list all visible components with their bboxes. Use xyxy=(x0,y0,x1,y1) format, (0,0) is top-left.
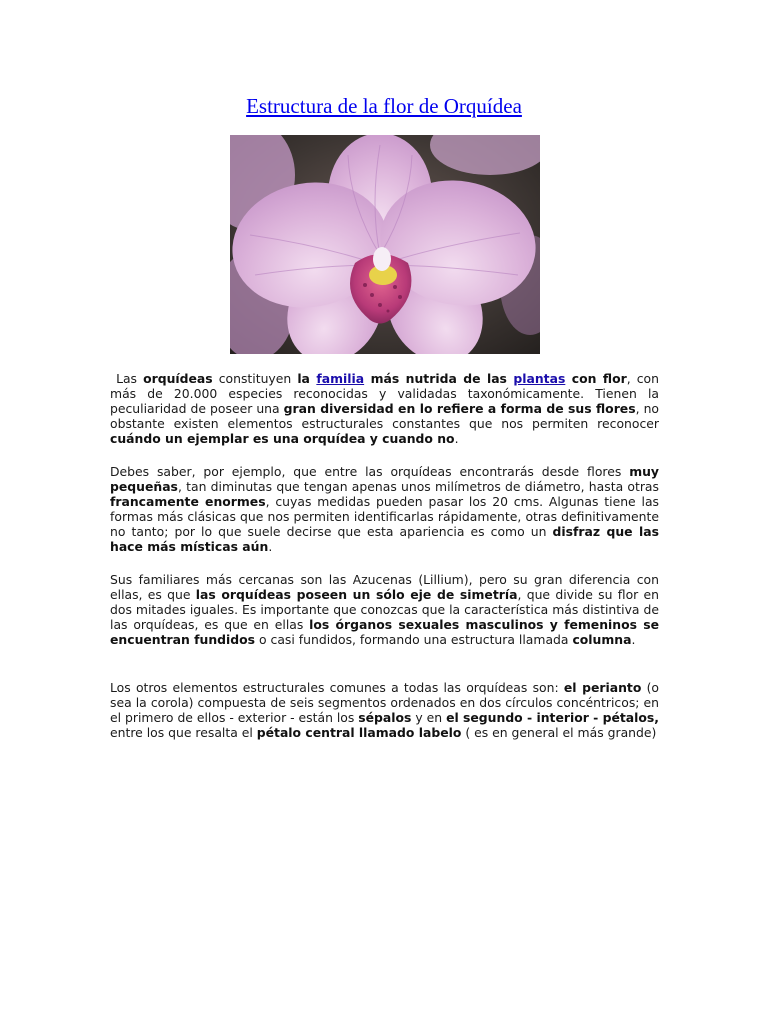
bold-text xyxy=(316,371,364,386)
bold-text: más nutrida de las xyxy=(364,371,514,386)
paragraph-symmetry: Sus familiares más cercanas son las Azucenas (Lillium), pero su gran diferencia con ellas, es que las orquídeas poseen un sólo eje de simetría, que divide su flor en dos mitades iguales. Es importante que conozcas que la característica más distintiva de las orquídeas, es que en ellas los órganos sexuales masculinos y femeninos se encuentran fundidos o casi fundidos, formando una estructura llamada columna. xyxy=(110,572,659,648)
bold-text xyxy=(513,371,565,386)
page-title xyxy=(0,93,768,119)
orchid-photo xyxy=(230,135,540,354)
bold-text: el perianto xyxy=(563,680,642,695)
paragraph-sizes: Debes saber, por ejemplo, que entre las orquídeas encontrarás desde flores muy pequeñas, tan diminutas que tengan apenas unos milímetros de diámetro, hasta otras francamente enormes, cuyas medidas pueden pasar los 20 cms. Algunas tiene las formas más clásicas que nos permiten identificarlas rápidamente, otras definitivamente no tanto; por lo que suele decirse que esta apariencia es como un disfraz que las hace más místicas aún. xyxy=(110,464,660,555)
paragraph-structure: Los otros elementos estructurales comunes a todas las orquídeas son: el perianto (o sea la corola) compuesta de seis segmentos ordenados en dos círculos concéntricos; en el primero de ellos - exterior - están los sépalos y en el segundo - interior - pétalos, entre los que resalta el pétalo central llamado labelo ( es en general el más grande) xyxy=(110,680,660,741)
bold-text: con flor xyxy=(565,371,627,386)
bold-text: gran diversidad en lo refiere a forma de sus flores xyxy=(283,401,636,417)
link-plantas[interactable]: plantas xyxy=(513,371,566,386)
bold-text: columna xyxy=(572,632,632,648)
bold-text: disfraz que las hace más místicas aún xyxy=(110,524,660,555)
orchid-flower-icon xyxy=(230,135,540,354)
bold-text: la xyxy=(297,371,317,386)
bold-text: el segundo - interior - pétalos, xyxy=(446,710,660,726)
bold-text: pétalo central llamado labelo xyxy=(256,725,462,741)
bold-text: cuándo un ejemplar es una orquídea y cuando no xyxy=(110,431,455,447)
bold-text: sépalos xyxy=(358,710,412,726)
bold-text: muy pequeñas xyxy=(110,464,659,495)
bold-text: francamente enormes xyxy=(110,494,266,510)
bold-text: las orquídeas poseen un sólo eje de simetría xyxy=(195,587,518,603)
title-link[interactable]: Estructura de la flor de Orquídea xyxy=(246,94,522,118)
bold-text: los órganos sexuales masculinos y femeninos se encuentran fundidos xyxy=(110,617,659,648)
link-familia[interactable]: familia xyxy=(316,371,365,386)
bold-text: orquídeas xyxy=(143,371,213,386)
paragraph-intro: Las orquídeas constituyen la familia más nutrida de las plantas con flor, con más de 20.000 especies reconocidas y validadas taxonómicamente. Tienen la peculiaridad de poseer una gran diversidad en lo refiere a forma de sus flores, no obstante existen elementos estructurales constantes que nos permiten reconocer cuándo un ejemplar es una orquídea y cuando no. xyxy=(110,371,659,447)
